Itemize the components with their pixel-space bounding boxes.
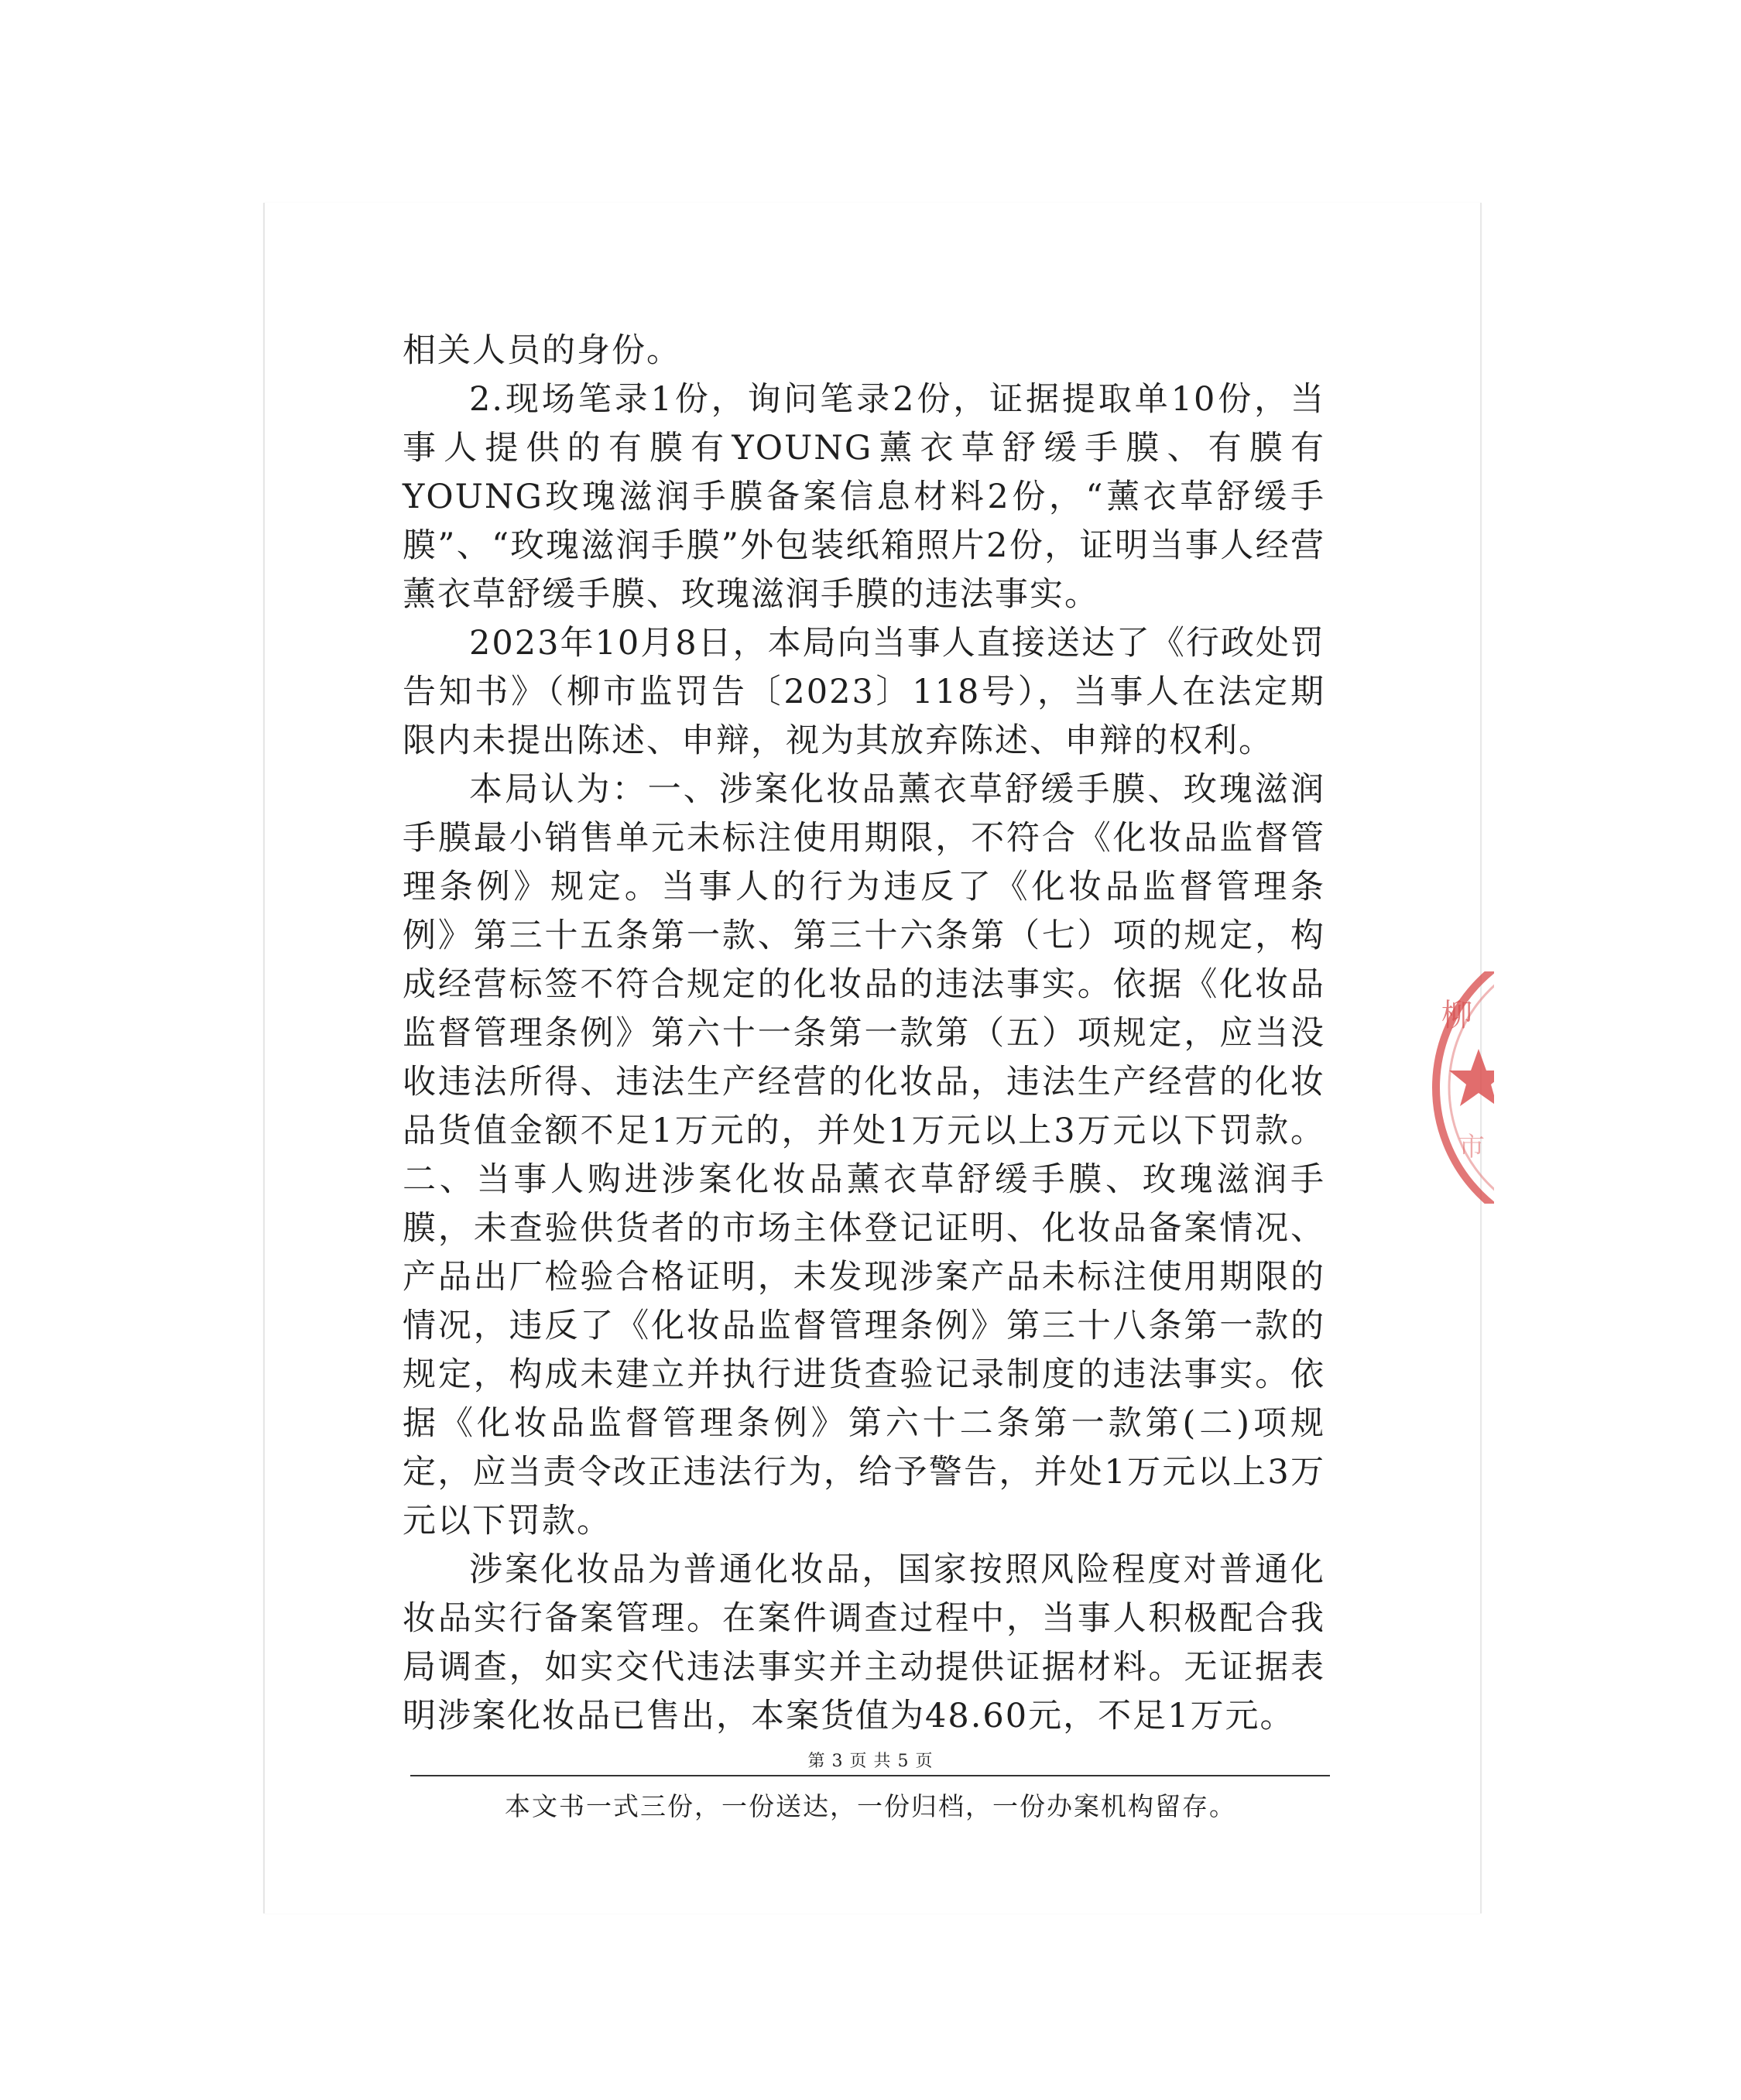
footer-divider	[410, 1775, 1330, 1776]
document-body	[403, 327, 1325, 1741]
red-seal-fragment	[1424, 971, 1494, 1204]
page-number: 第 3 页 共 5 页	[807, 1752, 934, 1771]
paragraph-evidence-list: 2.现场笔录1份，询问笔录2份，证据提取单10份，当事人提供的有膜有YOUNG薰衣草舒缓手膜、有膜有YOUNG玫瑰滋润手膜备案信息材料2份，“薰衣草舒缓手膜”、“玫瑰滋润手膜”外包装纸箱照片2份，证明当事人经营薰衣草舒缓手膜、玫瑰滋润手膜的违法事实。	[403, 380, 1325, 614]
footer-note: 本文书一式三份，一份送达，一份归档，一份办案机构留存。	[505, 1791, 1236, 1821]
paragraph-penalty-notice: 2023年10月8日，本局向当事人直接送达了《行政处罚告知书》（柳市监罚告〔2023〕118号），当事人在法定期限内未提出陈述、申辩，视为其放弃陈述、申辩的权利。	[403, 624, 1325, 760]
paragraph-bureau-findings: 本局认为：一、涉案化妆品薰衣草舒缓手膜、玫瑰滋润手膜最小销售单元未标注使用期限，不符合《化妆品监督管理条例》规定。当事人的行为违反了《化妆品监督管理条例》第三十五条第一款、第三十六条第（七）项的规定，构成经营标签不符合规定的化妆品的违法事实。依据《化妆品监督管理条例》第六十一条第一款第（五）项规定，应当没收违法所得、违法生产经营的化妆品，违法生产经营的化妆品货值金额不足1万元的，并处1万元以上3万元以下罚款。二、当事人购进涉案化妆品薰衣草舒缓手膜、玫瑰滋润手膜，未查验供货者的市场主体登记证明、化妆品备案情况、产品出厂检验合格证明，未发现涉案产品未标注使用期限的情况，违反了《化妆品监督管理条例》第三十八条第一款的规定，构成未建立并执行进货查验记录制度的违法事实。依据《化妆品监督管理条例》第六十二条第一款第(二)项规定，应当责令改正违法行为，给予警告，并处1万元以上3万元以下罚款。	[403, 770, 1325, 1540]
paragraph-case-circumstances: 涉案化妆品为普通化妆品，国家按照风险程度对普通化妆品实行备案管理。在案件调查过程中，当事人积极配合我局调查，如实交代违法事实并主动提供证据材料。无证据表明涉案化妆品已售出，本案货值为48.60元，不足1万元。	[403, 1550, 1325, 1735]
svg-text:市: 市	[1458, 1132, 1485, 1163]
paragraph-identity-continuation: 相关人员的身份。	[403, 331, 681, 370]
svg-text:柳: 柳	[1441, 998, 1472, 1033]
